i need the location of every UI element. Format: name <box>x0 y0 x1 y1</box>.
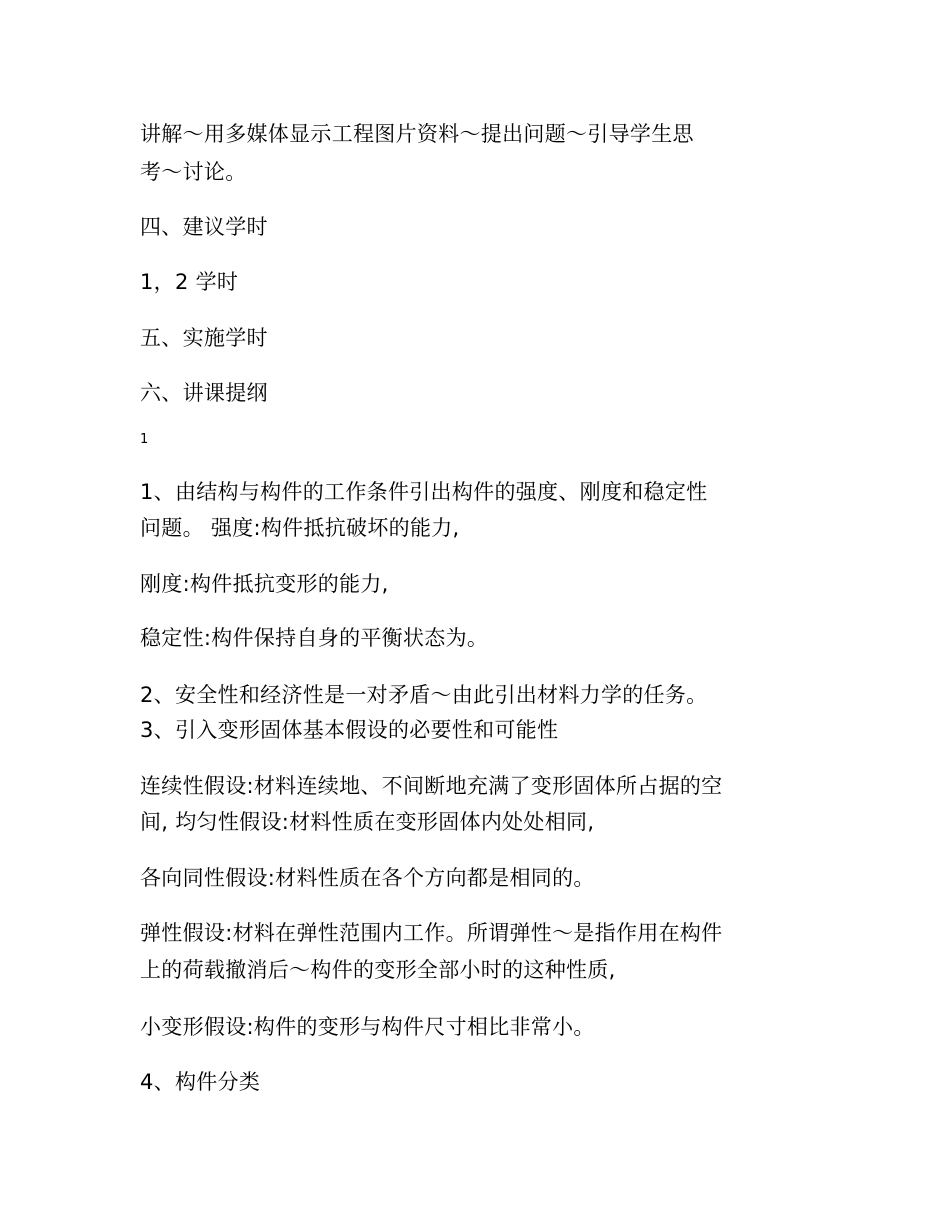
continuity-assumption-line-1: 连续性假设:材料连续地、不间断地充满了变形固体所占据的空 <box>140 774 723 798</box>
suggested-hours-value: 1，2 学时 <box>140 270 239 294</box>
heading-actual-hours: 五、实施学时 <box>140 326 268 350</box>
elasticity-assumption-line-1: 弹性假设:材料在弹性范围内工作。所谓弹性～是指作用在构件 <box>140 921 723 945</box>
stiffness-definition: 刚度:构件抵抗变形的能力, <box>140 572 389 596</box>
outline-item-1-line-2: 问题。 强度:构件抵抗破坏的能力, <box>140 516 460 540</box>
heading-suggested-hours: 四、建议学时 <box>140 215 268 239</box>
small-deformation-assumption: 小变形假设:构件的变形与构件尺寸相比非常小。 <box>140 1015 595 1039</box>
outline-item-1-line-1: 1、由结构与构件的工作条件引出构件的强度、刚度和稳定性 <box>140 480 708 504</box>
heading-lecture-outline: 六、讲课提纲 <box>140 381 268 405</box>
paragraph-teaching-method-line-1: 讲解～用多媒体显示工程图片资料～提出问题～引导学生思 <box>140 122 694 146</box>
stability-definition: 稳定性:构件保持自身的平衡状态为。 <box>140 626 489 650</box>
elasticity-assumption-line-2: 上的荷载撤消后～构件的变形全部小时的这种性质, <box>140 958 616 982</box>
outline-item-4: 4、构件分类 <box>140 1070 261 1094</box>
isotropy-assumption: 各向同性假设:材料性质在各个方向都是相同的。 <box>140 866 595 890</box>
page-marker: 1 <box>140 432 149 447</box>
continuity-assumption-line-2: 间, 均匀性假设:材料性质在变形固体内处处相同, <box>140 810 595 834</box>
outline-item-2: 2、安全性和经济性是一对矛盾～由此引出材料力学的任务。 <box>140 683 708 707</box>
outline-item-3: 3、引入变形固体基本假设的必要性和可能性 <box>140 718 559 742</box>
paragraph-teaching-method-line-2: 考～讨论。 <box>140 160 247 184</box>
